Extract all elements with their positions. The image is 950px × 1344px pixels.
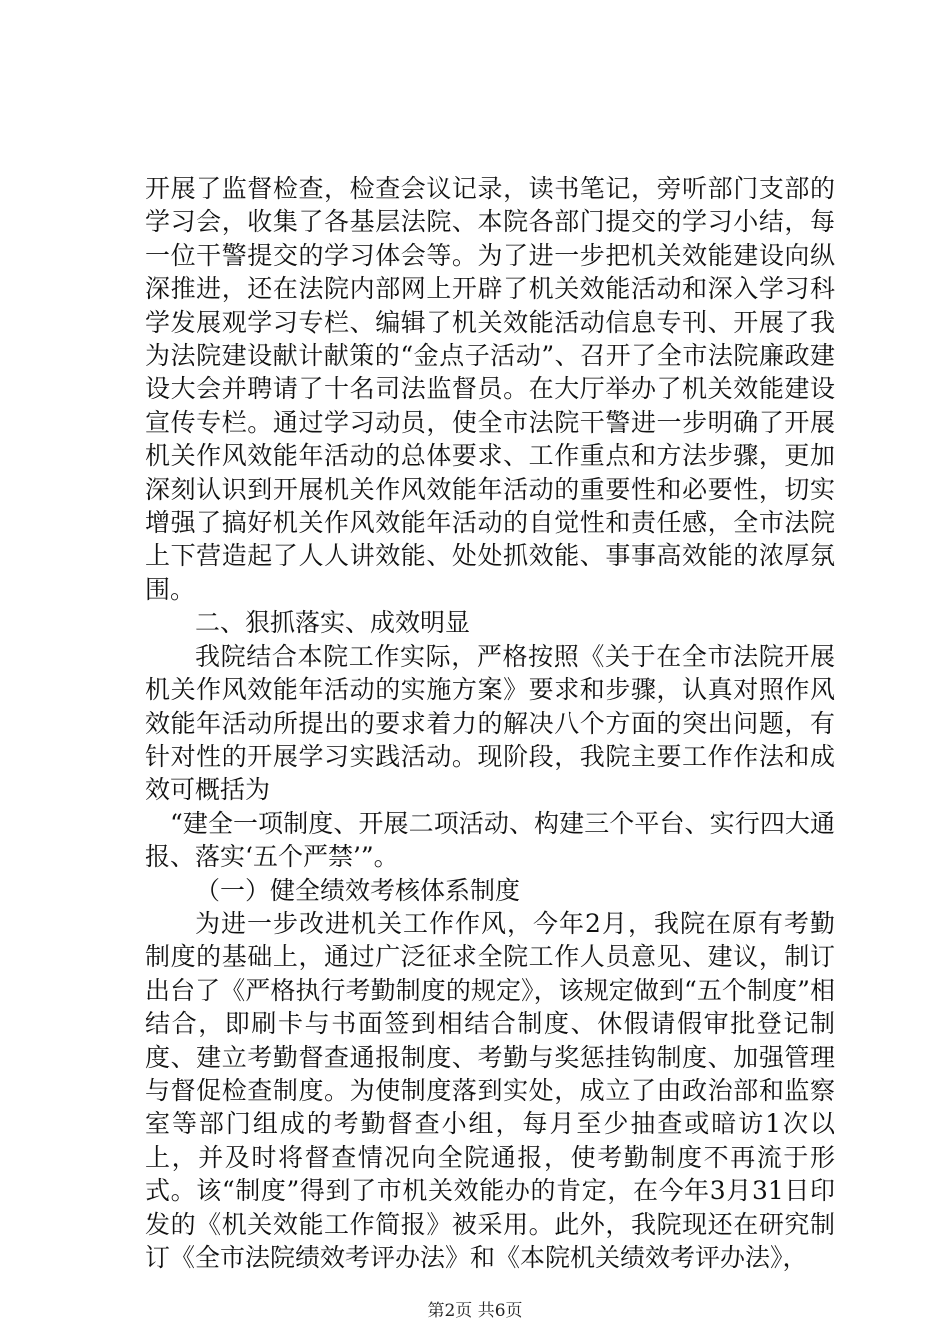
paragraph-attendance-system: 为进一步改进机关工作作风，今年2月，我院在原有考勤制度的基础上，通过广泛征求全院工作人员意见、建议，制订出台了《严格执行考勤制度的规定》，该规定做到“五个制度”相结合，即刷卡与书面签到相结合制度、休假请假审批登记制度、建立考勤督查通报制度、考勤与奖惩挂钩制度、加强管理与督促检查制度。为使制度落到实处，成立了由政治部和监察室等部门组成的考勤督查小组，每月至少抽查或暗访1次以上，并及时将督查情况向全院通报，使考勤制度不再流于形式。该“制度”得到了市机关效能办的肯定，在今年3月31日印发的《机关效能工作简报》被采用。此外，我院现还在研究制订《全市法院绩效考评办法》和《本院机关绩效考评办法》， (145, 908, 835, 1272)
paragraph-intro: 我院结合本院工作实际，严格按照《关于在全市法院开展机关作风效能年活动的实施方案》要求和步骤，认真对照作风效能年活动所提出的要求着力的解决八个方面的突出问题，有针对性的开展学习实践活动。现阶段，我院主要工作作法和成效可概括为 (145, 641, 835, 805)
page-footer: 第2页 共6页 (427, 1301, 523, 1321)
paragraph-continuation: 开展了监督检查，检查会议记录，读书笔记，旁听部门支部的学习会，收集了各基层法院、本院各部门提交的学习小结，每一位干警提交的学习体会等。为了进一步把机关效能建设向纵深推进，还在法院内部网上开辟了机关效能活动和深入学习科学发展观学习专栏、编辑了机关效能活动信息专刊、开展了我为法院建设献计献策的“金点子活动”、召开了全市法院廉政建设大会并聘请了十名司法监督员。在大厅举办了机关效能建设宣传专栏。通过学习动员，使全市法院干警进一步明确了开展机关作风效能年活动的总体要求、工作重点和方法步骤，更加深刻认识到开展机关作风效能年活动的重要性和必要性，切实增强了搞好机关作风效能年活动的自觉性和责任感，全市法院上下营造起了人人讲效能、处处抓效能、事事高效能的浓厚氛围。 (145, 174, 835, 604)
document-body (145, 172, 835, 1274)
subsection-heading-1: （一）健全绩效考核体系制度 (195, 875, 521, 905)
paragraph-summary-quote: “建全一项制度、开展二项活动、构建三个平台、实行四大通报、落实‘五个严禁’”。 (145, 808, 835, 872)
section-heading-2: 二、狠抓落实、成效明显 (195, 608, 471, 638)
